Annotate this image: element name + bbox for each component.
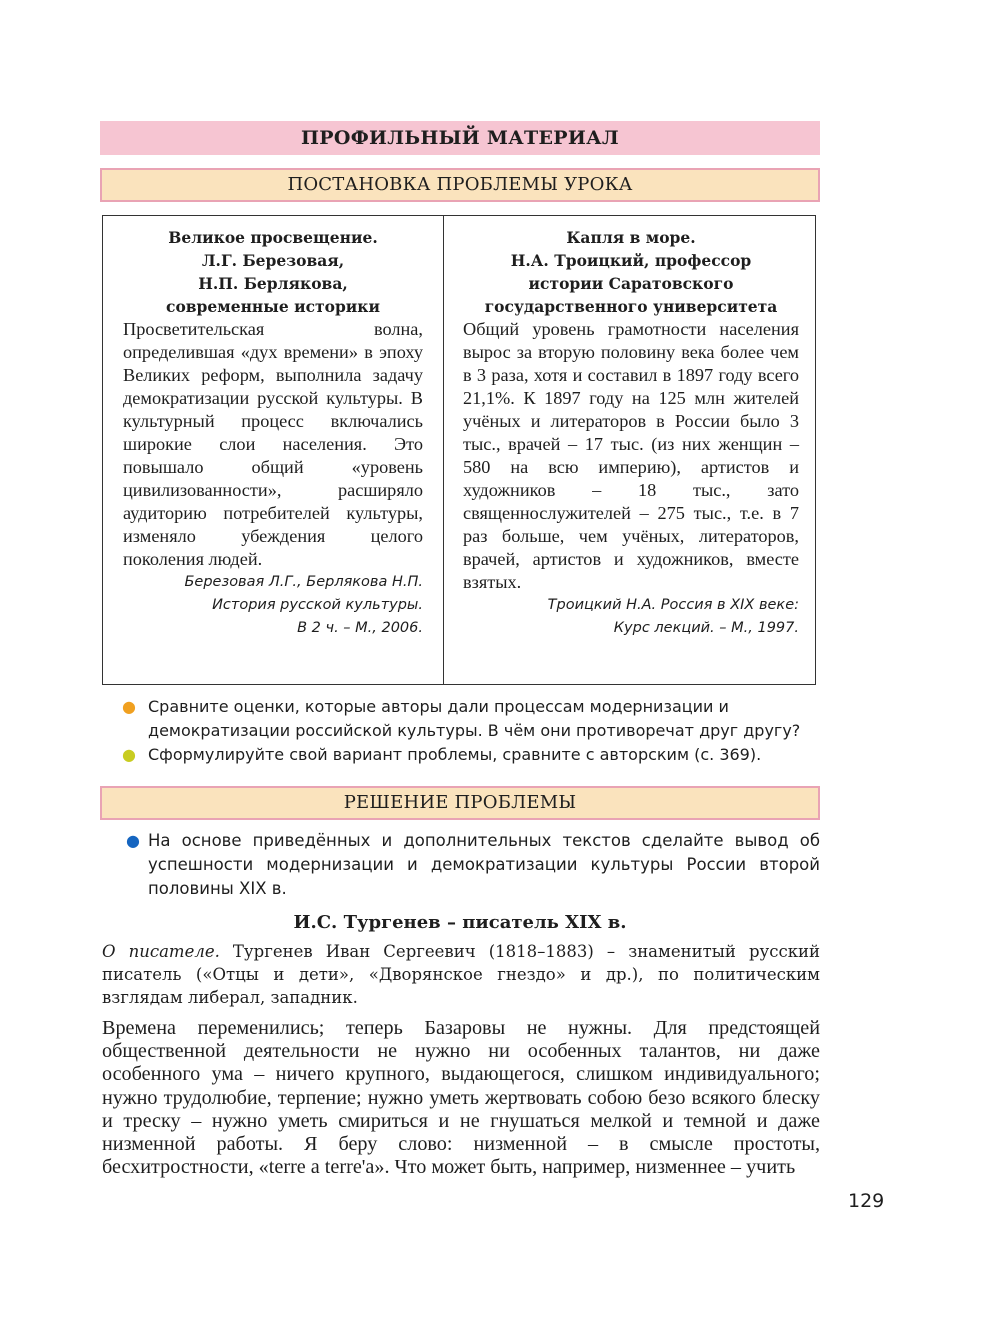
task-text: На основе приведённых и дополнительных текстов сделайте вывод об успешности модернизации и демократизации культуры России второй половины XIX в. bbox=[148, 831, 820, 898]
right-source-line: Курс лекций. – М., 1997. bbox=[613, 620, 799, 636]
question-item bbox=[120, 743, 820, 767]
left-head-line: Н.П. Берлякова, bbox=[198, 274, 348, 293]
left-source bbox=[123, 571, 423, 640]
right-head bbox=[463, 226, 799, 318]
right-head-line: Капля в море. bbox=[566, 228, 696, 247]
right-head-line: государственного университета bbox=[484, 297, 778, 316]
task-text-block bbox=[126, 829, 820, 901]
question-text: Сформулируйте свой вариант проблемы, сравните с авторским (с. 369). bbox=[148, 745, 762, 764]
solution-header: РЕШЕНИЕ ПРОБЛЕМЫ bbox=[100, 786, 820, 820]
right-head-line: истории Саратовского bbox=[528, 274, 734, 293]
left-text: Просветительская волна, определившая «дух времени» в эпоху Великих реформ, выполнила задачу демократизации русской культуры. В культурный процесс включались широкие слои населения. Это повышало общий «уровень цивилизованности», расширяло аудиторию потребителей культуры, изменяло убеждения целого поколения людей. bbox=[123, 319, 423, 569]
page-number: 129 bbox=[848, 1190, 885, 1212]
right-text: Общий уровень грамотности населения вырос за вторую половину века более чем в 3 раза, хотя и составил в 1897 году всего 21,1%. К 1897 году на 125 млн жителей учёных и литераторов в России было 3 тыс., врачей – 17 тыс. (из них женщин – 580 на всю империю), артистов и художников – 18 тыс., зато священнослужителей – 275 тыс., т.е. в 7 раз больше, чем учёных, литераторов, врачей, артистов и художников, вместе взятых. bbox=[463, 319, 799, 592]
questions-list bbox=[120, 695, 820, 767]
profile-material-banner: ПРОФИЛЬНЫЙ МАТЕРИАЛ bbox=[100, 121, 820, 155]
left-source-line: В 2 ч. – М., 2006. bbox=[297, 620, 423, 636]
table-divider bbox=[443, 216, 444, 684]
about-text: Тургенев Иван Сергеевич (1818–1883) – знаменитый русский писатель («Отцы и дети», «Дворянское гнездо» и др.), по политическим взглядам либерал, западник. bbox=[102, 942, 821, 1007]
left-head-line: современные историки bbox=[166, 297, 380, 316]
right-head-line: Н.А. Троицкий, профессор bbox=[510, 251, 752, 270]
right-column bbox=[463, 226, 799, 640]
left-column bbox=[123, 226, 423, 640]
about-lead: О писателе. bbox=[102, 942, 220, 961]
orange-bullet-icon: ● bbox=[122, 697, 136, 716]
left-source-line: Березовая Л.Г., Берлякова Н.П. bbox=[184, 574, 423, 590]
blue-bullet-icon: ● bbox=[126, 831, 140, 850]
right-source bbox=[463, 594, 799, 640]
question-text: Сравните оценки, которые авторы дали процессам модернизации и демократизации российской культуры. В чём они противоречат друг другу? bbox=[148, 697, 801, 740]
left-head bbox=[123, 226, 423, 318]
right-source-line: Троицкий Н.А. Россия в XIX веке: bbox=[547, 597, 799, 613]
sources-table bbox=[102, 215, 816, 685]
turgenev-quote: Времена переменились; теперь Базаровы не нужны. Для предстоящей общественной деятельности не нужно ни особенных талантов, ни даже особенного ума – ничего крупного, выдающегося, слишком индивидуального; нужно трудолюбие, терпение; нужно уметь жертвовать собою безо всякого блеску и треску – нужно уметь смириться и не гнушаться мелкой и темной и даже низменной работы. Я беру слово: низменной – в смысле простоты, бесхитростности, «terre a terre'a». Что может быть, например, низменнее – учить bbox=[102, 1017, 820, 1179]
about-writer bbox=[102, 940, 820, 1009]
yellow-bullet-icon: ● bbox=[122, 745, 136, 764]
question-item bbox=[120, 695, 820, 743]
turgenev-title: И.С. Тургенев – писатель XIX в. bbox=[293, 912, 627, 933]
problem-statement-header: ПОСТАНОВКА ПРОБЛЕМЫ УРОКА bbox=[100, 168, 820, 202]
left-head-line: Великое просвещение. bbox=[168, 228, 378, 247]
left-head-line: Л.Г. Березовая, bbox=[201, 251, 345, 270]
left-source-line: История русской культуры. bbox=[212, 597, 423, 613]
